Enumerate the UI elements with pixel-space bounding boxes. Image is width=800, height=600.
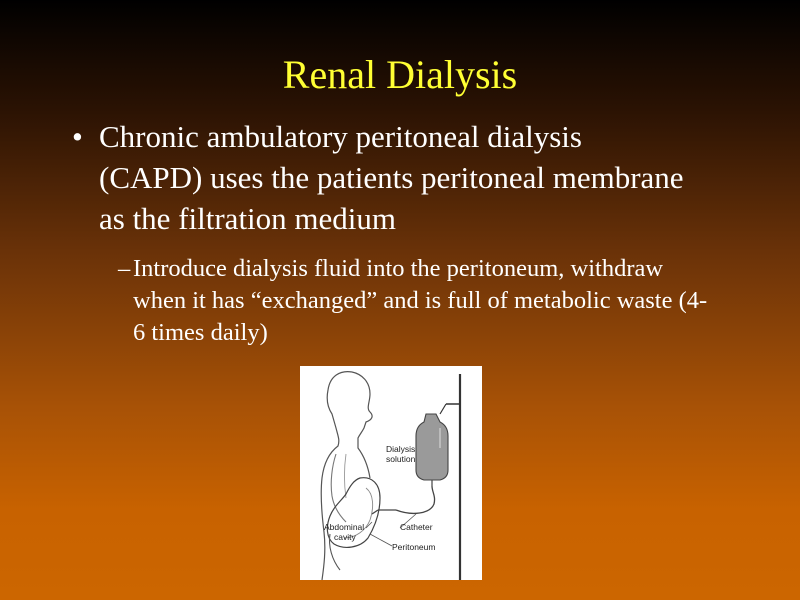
capd-illustration [300, 366, 482, 580]
sub-bullet-text: Introduce dialysis fluid into the peritoneum, withdraw when it has “exchanged” and is full of metabolic waste (4-6 times daily) [133, 255, 708, 346]
sub-bullet-marker: – [118, 255, 131, 282]
body-outline-front [352, 372, 372, 478]
arm-outline [331, 454, 346, 522]
label-abdominal: Abdominal [324, 522, 365, 532]
label-catheter: Catheter [400, 522, 433, 532]
label-dialysis: Dialysis [386, 444, 416, 454]
bullet-text: Chronic ambulatory peritoneal dialysis (CAPD) uses the patients peritoneal membrane as the filtration medium [99, 119, 684, 236]
label-cavity: cavity [334, 532, 356, 542]
capd-diagram [300, 366, 482, 580]
bullet-point [72, 116, 692, 239]
label-solution: solution [386, 454, 416, 464]
catheter [372, 510, 378, 514]
peritoneum-pointer [370, 534, 392, 546]
slide-title: Renal Dialysis [282, 52, 518, 97]
tubing [396, 486, 435, 513]
body-outline-back [321, 372, 352, 580]
bullet-marker: • [72, 119, 83, 154]
sub-bullet-point [118, 253, 708, 349]
dialysis-bag [416, 414, 448, 480]
label-peritoneum: Peritoneum [392, 542, 436, 552]
